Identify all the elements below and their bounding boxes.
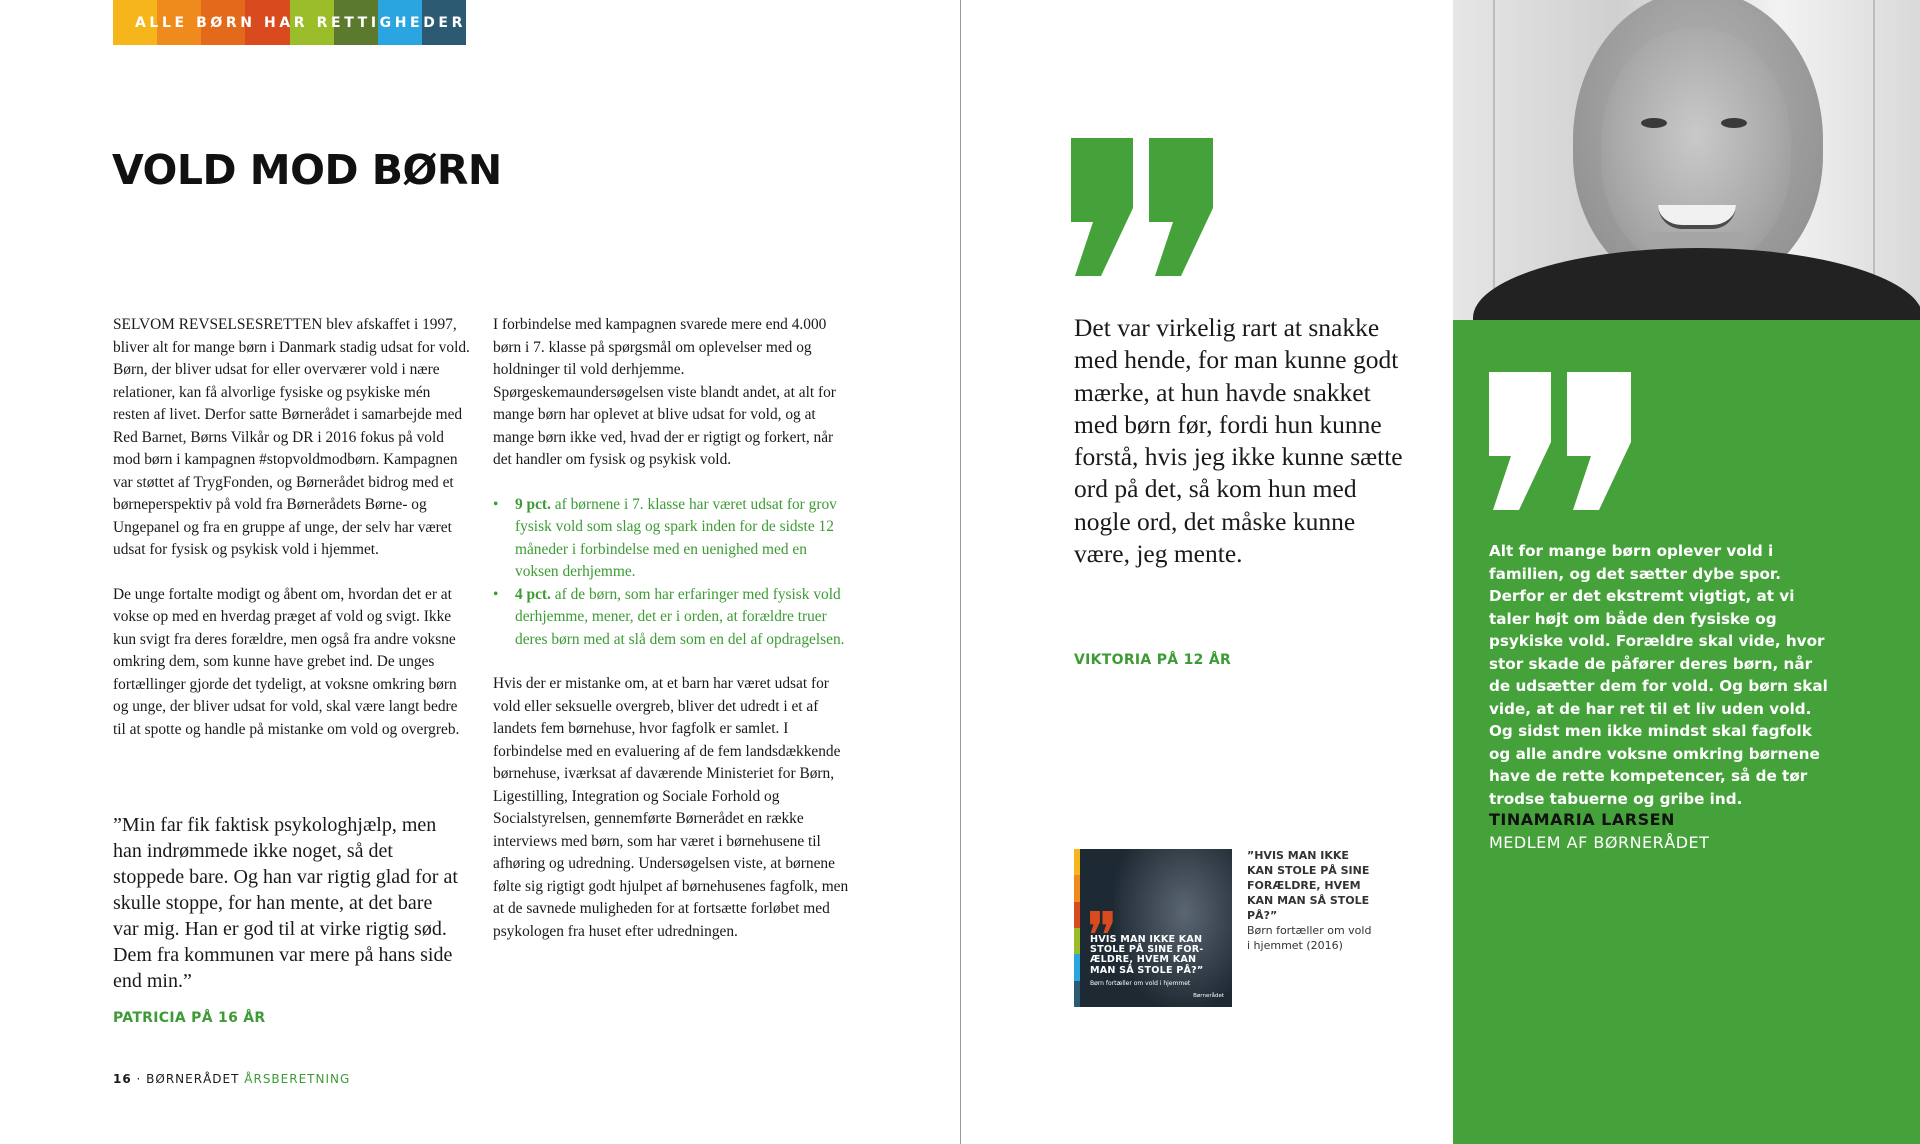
body-paragraph: Hvis der er mistanke om, at et barn har været udsat for vold eller seksuelle overgreb, bliver det udredt i et af landets fem børnehuse, hvor fagfolk er samlet. I forbindelse med en evaluering af de fem landsdækkende børnehuse, iværksat af daværende Ministeriet for Børn, Ligestilling, Integration og Sociale Forhold og Socialstyrelsen, gennemførte Børnerådet en række interviews med børn, som har været i børnehusene til afhøring og udredning. Undersøgelsen viste, at børnene følte sig rigtigt godt hjulpet af børnehusenes fagfolk, men at de savnede muligheden for at fortsætte forløbet med psykologen fra huset efter udredningen. [493, 675, 849, 940]
quote-panel [1453, 320, 1920, 1144]
statistic-item [493, 584, 849, 652]
right-page [961, 0, 1920, 1144]
quote-mark-icon [1489, 372, 1639, 510]
book-caption-subtitle: Børn fortæller om vold i hjemmet (2016) [1247, 924, 1372, 952]
pull-quote-attribution: PATRICIA PÅ 16 ÅR [113, 1010, 266, 1026]
pull-quote: ”Min far fik faktisk psykologhjælp, men han indrømmede ikke noget, så det stoppede bare. Og han var rigtig glad for at skulle stoppe, for han mente, at det bare var mig. Han er god til at virke rigtig sød. Dem fra kommunen var mere på hans side end min.” [113, 814, 458, 992]
page-number: 16 [113, 1072, 132, 1086]
section-banner [113, 0, 466, 45]
book-cover-brand: Børnerådet [1193, 993, 1224, 999]
book-quote-mark-icon [1090, 911, 1114, 933]
statistic-text: af børnene i 7. klasse har været udsat for grov fysisk vold som slag og spark inden for de sidste 12 måneder i forbindelse med en uenighed med en voksen derhjemme. [515, 495, 837, 580]
footer-report: ÅRSBERETNING [244, 1072, 351, 1086]
statistics-list [493, 494, 849, 652]
footer-separator: · [131, 1072, 147, 1086]
quote-mark-icon [1071, 138, 1221, 276]
body-column-2 [493, 314, 849, 965]
book-cover-subtitle: Børn fortæller om vold i hjemmet [1090, 980, 1191, 987]
banner-text: ALLE BØRN HAR RETTIGHEDER [135, 14, 466, 31]
panel-person-role: MEDLEM AF BØRNERÅDET [1489, 833, 1710, 852]
book-caption-title: ”HVIS MAN IKKE KAN STOLE PÅ SINE FORÆLDRE, HVEM KAN MAN SÅ STOLE PÅ?” [1247, 849, 1370, 922]
body-paragraph: De unge fortalte modigt og åbent om, hvordan det er at vokse op med en hverdag præget af vold og svigt. Ikke kun svigt fra deres forældre, men også fra andre voksne omkring dem, som kunne have grebet ind. De unges fortællinger gjorde det tydeligt, at voksne omkring børn og unge, der bliver udsat for vold, skal være langt bedre til at spotte og handle på mistanke om vold og overgreb. [113, 585, 460, 738]
statistic-text: af de børn, som har erfaringer med fysisk vold derhjemme, mener, det er i orden, at forældre truer deres børn med at slå dem som en del af opdragelsen. [515, 585, 845, 648]
portrait-photo [1453, 0, 1920, 320]
statistic-value: 4 pct. [515, 585, 551, 603]
panel-person-name: TINAMARIA LARSEN [1489, 810, 1675, 829]
book-cover-image [1074, 849, 1232, 1007]
body-paragraph: SELVOM REVSELSESRETTEN blev afskaffet i 1997, bliver alt for mange børn i Danmark stadig udsat for vold. Børn, der bliver udsat for eller overværer vold i nære relationer, kan få alvorlige fysiske og psykiske mén resten af livet. Derfor satte Børnerådet i samarbejde med Red Barnet, Børns Vilkår og DR i 2016 fokus på vold mod børn i kampagnen #stopvoldmodbørn. Kampagnen var støttet af TrygFonden, og Børnerådet bidrog med et børneperspektiv på vold fra Børnerådets Børne- og Ungepanel og fra en gruppe af unge, der selv har været udsat for fysisk og psykisk vold i hjemmet. [113, 316, 470, 558]
book-cover-stripe [1074, 849, 1080, 1007]
body-column-1 [113, 314, 470, 763]
footer-org: BØRNERÅDET [146, 1072, 240, 1086]
panel-quote-text: Alt for mange børn oplever vold i familien, og det sætter dybe spor. Derfor er det ekstremt vigtigt, at vi taler højt om både den fysiske og psykiske vold. Forældre skal vide, hvor stor skade de påfører deres børn, når de udsætter dem for vold. Og børn skal vide, at de har ret til et liv uden vold. Og sidst men ikke mindst skal fagfolk og alle andre voksne omkring børnene have de rette kompetencer, så de tør trodse tabuerne og gribe ind. [1489, 542, 1828, 808]
statistic-item [493, 494, 849, 584]
book-cover-title: HVIS MAN IKKE KAN STOLE PÅ SINE FOR-ÆLDRE, HVEM KAN MAN SÅ STOLE PÅ?” [1090, 934, 1204, 976]
statistic-value: 9 pct. [515, 495, 551, 513]
featured-quote-attribution: VIKTORIA PÅ 12 ÅR [1074, 652, 1232, 668]
featured-quote: Det var virkelig rart at snakke med hende, for man kunne godt mærke, at hun havde snakket med børn før, fordi hun kunne forstå, hvis jeg ikke kunne sætte ord på det, så kom hun med nogle ord, det måske kunne være, jeg mente. [1074, 313, 1403, 569]
page-title: VOLD MOD BØRN [112, 146, 502, 194]
book-caption [1247, 848, 1377, 953]
body-paragraph: I forbindelse med kampagnen svarede mere end 4.000 børn i 7. klasse på spørgsmål om oplevelser med og holdninger til vold derhjemme. Spørgeskemaundersøgelsen viste blandt andet, at alt for mange børn har oplevet at blive udsat for vold, og at mange børn ikke ved, hvad der er rigtigt og forkert, når det handler om fysisk og psykisk vold. [493, 316, 836, 468]
page-footer [113, 1072, 350, 1086]
